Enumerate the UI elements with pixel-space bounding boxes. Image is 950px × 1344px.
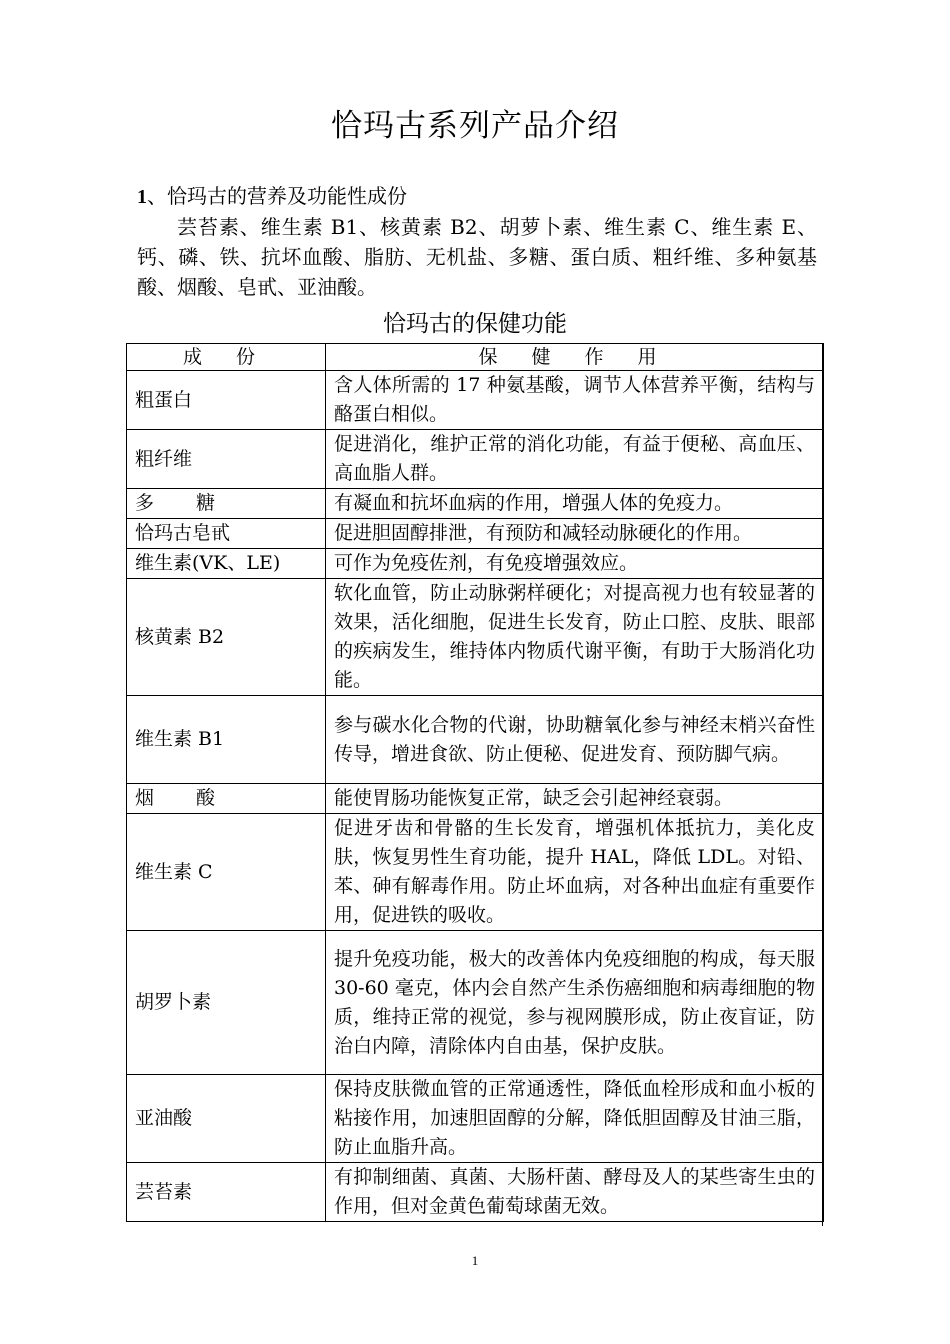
document-title: 恰玛古系列产品介绍 <box>331 108 619 144</box>
ingredient-effect: 能使胃肠功能恢复正常，缺乏会引起神经衰弱。 <box>326 784 824 814</box>
ingredient-name: 维生素(VK、LE) <box>127 549 326 579</box>
ingredient-name: 粗纤维 <box>127 430 326 489</box>
table-row <box>127 1075 824 1163</box>
ingredient-effect: 可作为免疫佐剂，有免疫增强效应。 <box>326 549 824 579</box>
ingredient-name: 胡罗卜素 <box>127 931 326 1075</box>
table-row <box>127 784 824 814</box>
ingredient-effect: 提升免疫功能，极大的改善体内免疫细胞的构成，每天服 30-60 毫克，体内会自然产生杀伤癌细胞和病毒细胞的物质，维持正常的视觉，参与视网膜形成，防止夜盲证，防治白内障，清除体内自由基，保护皮肤。 <box>326 931 824 1075</box>
section-number: 1 <box>137 186 147 208</box>
ingredient-name: 多 糖 <box>127 489 326 519</box>
page-number: 1 <box>471 1253 479 1268</box>
ingredient-effect: 软化血管，防止动脉粥样硬化；对提高视力也有较显著的效果，活化细胞，促进生长发育，防止口腔、皮肤、眼部的疾病发生，维持体内物质代谢平衡，有助于大肠消化功能。 <box>326 579 824 696</box>
ingredient-name: 核黄素 B2 <box>127 579 326 696</box>
ingredient-name: 维生素 B1 <box>127 696 326 784</box>
header-effect: 保 健 作 用 <box>326 344 824 371</box>
ingredient-effect: 保持皮肤微血管的正常通透性，降低血栓形成和血小板的粘接作用，加速胆固醇的分解，降低胆固醇及甘油三脂，防止血脂升高。 <box>326 1075 824 1163</box>
table-row <box>127 696 824 784</box>
ingredient-effect: 促进牙齿和骨骼的生长发育，增强机体抵抗力，美化皮肤，恢复男性生育功能，提升 HAL，降低 LDL。对铅、苯、砷有解毒作用。防止坏血病，对各种出血症有重要作用，促进铁的吸收。 <box>326 814 824 931</box>
table-row <box>127 814 824 931</box>
table-row <box>127 579 824 696</box>
ingredient-effect: 参与碳水化合物的代谢，协助糖氧化参与神经末梢兴奋性传导，增进食欲、防止便秘、促进发育、预防脚气病。 <box>326 696 824 784</box>
section-heading-text: 恰玛古的营养及功能性成份 <box>167 184 407 208</box>
ingredient-effect: 含人体所需的 17 种氨基酸，调节人体营养平衡，结构与酪蛋白相似。 <box>326 371 824 430</box>
ingredient-name: 烟 酸 <box>127 784 326 814</box>
table-row <box>127 519 824 549</box>
ingredient-effect: 有凝血和抗坏血病的作用，增强人体的免疫力。 <box>326 489 824 519</box>
table-row <box>127 931 824 1075</box>
ingredient-name: 恰玛古皂甙 <box>127 519 326 549</box>
table-row <box>127 430 824 489</box>
table-row <box>127 489 824 519</box>
ingredient-name: 芸苔素 <box>127 1163 326 1222</box>
section-heading <box>137 180 407 209</box>
header-ingredient: 成 份 <box>127 344 326 371</box>
ingredient-effect: 促进胆固醇排泄，有预防和减轻动脉硬化的作用。 <box>326 519 824 549</box>
table-header-row <box>127 344 824 371</box>
table-row <box>127 371 824 430</box>
ingredient-name: 维生素 C <box>127 814 326 931</box>
table-row <box>127 1163 824 1222</box>
ingredient-effect: 有抑制细菌、真菌、大肠杆菌、酵母及人的某些寄生虫的作用，但对金黄色葡萄球菌无效。 <box>326 1163 824 1222</box>
ingredients-paragraph: 芸苔素、维生素 B1、核黄素 B2、胡萝卜素、维生素 C、维生素 E、钙、磷、铁、抗坏血酸、脂肪、无机盐、多糖、蛋白质、粗纤维、多种氨基酸、烟酸、皂甙、亚油酸。 <box>137 215 817 299</box>
ingredient-name: 粗蛋白 <box>127 371 326 430</box>
section-separator: 、 <box>147 184 167 208</box>
ingredient-effect: 促进消化，维护正常的消化功能，有益于便秘、高血压、高血脂人群。 <box>326 430 824 489</box>
health-function-table <box>126 343 824 1222</box>
table-double-border <box>822 343 823 1226</box>
table-row <box>127 549 824 579</box>
ingredient-name: 亚油酸 <box>127 1075 326 1163</box>
table-title: 恰玛古的保健功能 <box>383 311 567 337</box>
